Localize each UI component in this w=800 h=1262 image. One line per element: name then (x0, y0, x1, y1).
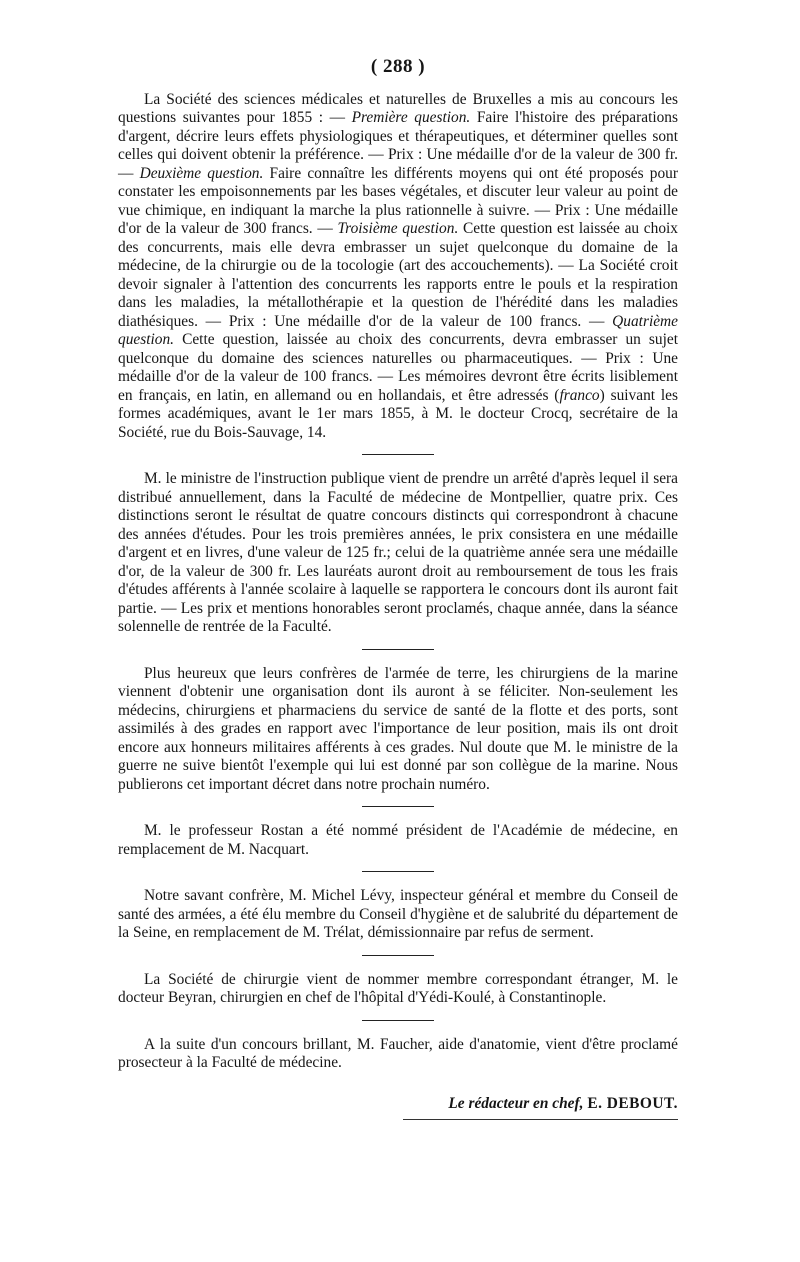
page-number: ( 288 ) (370, 56, 426, 77)
text-segment: M. le ministre de l'instruction publique vient de prendre un arrêté d'après lequel il sera distribué annuellement, dans la Faculté de médecine de Montpellier, quatre prix. Ces distinctions seront le résultat de quatre concours distincts qui correspondront à chacune des années d'études. Pour les trois premières années, le prix consistera en une médaille d'argent et en livres, d'une valeur de 125 fr.; celui de la quatrième année sera une médaille d'or, de la valeur de 300 fr. Les lauréats auront droit au remboursement de tous les frais d'études afférents à l'année scolaire à laquelle se rapportera le concours dont ils auront fait partie. — Les prix et mentions honorables seront proclamés, chaque année, dans la séance solennelle de rentrée de la Faculté. (118, 470, 678, 635)
paragraph-ministre-instruction (118, 470, 678, 637)
separator-rule (362, 649, 434, 650)
italic-text: franco (559, 386, 600, 404)
text-segment: Cette question, laissée au choix des concurrents, devra embrasser un sujet quelconque du domaine des sciences naturelles ou pharmaceutiques. — Prix : Une médaille d'or de la valeur de 100 francs. — Les mémoires devront être écrits lisiblement en français, en latin, en allemand ou en hollandais, et être adressés ( (118, 331, 678, 404)
text-segment: A la suite d'un concours brillant, M. Faucher, aide d'anatomie, vient d'être proclamé prosecteur à la Faculté de médecine. (118, 1035, 678, 1071)
separator-rule (362, 1020, 434, 1021)
text-segment: M. le professeur Rostan a été nommé président de l'Académie de médecine, en remplacement de M. Nacquart. (118, 822, 678, 858)
text-segment: Faire connaître les différents moyens qui ont été proposés pour constater les empoisonnements par les bases végétales, et discuter leur valeur au point de vue chimique, en indiquant la marche la plus rationnelle à suivre. — Prix : Une médaille d'or de la valeur de 300 francs. — (118, 164, 678, 237)
signature-rule (403, 1119, 678, 1120)
italic-text: Première question. (351, 109, 471, 126)
paragraph-societe-bruxelles (118, 91, 678, 443)
italic-text: Deuxième question. (139, 164, 264, 182)
document-body (118, 91, 678, 1073)
italic-text: Troisième question. (337, 220, 459, 237)
signature-role: Le rédacteur en chef, (448, 1094, 584, 1112)
italic-text: Quatrième question. (118, 312, 678, 348)
paragraph-michel-levy (118, 887, 678, 943)
text-segment: Plus heureux que leurs confrères de l'armée de terre, les chirurgiens de la marine viennent d'obtenir une organisation dont ils auront à se féliciter. Non-seulement les médecins, chirurgiens et pharmaciens du service de santé de la flotte et des ports, sont assimilés à des grades en rapport avec l'importance de leur position, mais ils ont droit encore aux honneurs militaires afférents à ces grades. Nul doute que M. le ministre de la guerre ne suive bientôt l'exemple qui lui est donné par son collègue de la marine. Nous publierons cet important décret dans notre prochain numéro. (118, 664, 678, 793)
separator-rule (362, 955, 434, 956)
signature (118, 1095, 678, 1114)
text-segment: ) suivant les formes académiques, avant le 1er mars 1855, à M. le docteur Crocq, secrétaire de la Société, rue du Bois-Sauvage, 14. (118, 386, 678, 441)
signature-name: E. DEBOUT. (587, 1094, 678, 1112)
separator-rule (362, 871, 434, 872)
text-segment: La Société de chirurgie vient de nommer membre correspondant étranger, M. le docteur Beyran, chirurgien en chef de l'hôpital d'Yédi-Koulé, à Constantinople. (118, 970, 678, 1006)
document-page (118, 58, 678, 1120)
separator-rule (362, 454, 434, 455)
paragraph-faucher (118, 1036, 678, 1073)
paragraph-chirurgiens-marine (118, 665, 678, 795)
text-segment: Faire l'histoire des préparations d'argent, décrire leurs effets physiologiques et thérapeutiques, et déterminer quelles sont celles qui doivent obtenir la préférence. — Prix : Une médaille d'or de la valeur de 300 fr.— (118, 109, 678, 182)
separator-rule (362, 806, 434, 807)
paragraph-beyran (118, 971, 678, 1008)
text-segment: Cette question est laissée au choix des concurrents, mais elle devra embrasser un sujet quelconque du domaine de la médecine, de la chirurgie ou de la tocologie (art des accouchements). — La Société croit devoir signaler à l'attention des concurrents les rapports entre le pouls et la respiration dans les maladies, la métallothérapie et la question de l'hérédité dans les maladies diathésiques. — Prix : Une médaille d'or de la valeur de 100 francs. — (118, 220, 679, 330)
text-segment: La Société des sciences médicales et naturelles de Bruxelles a mis au concours les questions suivantes pour 1855 : — (118, 90, 678, 126)
paragraph-rostan (118, 822, 678, 859)
text-segment: Notre savant confrère, M. Michel Lévy, inspecteur général et membre du Conseil de santé des armées, a été élu membre du Conseil d'hygiène et de salubrité du département de la Seine, en remplacement de M. Trélat, démissionnaire par refus de serment. (118, 887, 678, 941)
